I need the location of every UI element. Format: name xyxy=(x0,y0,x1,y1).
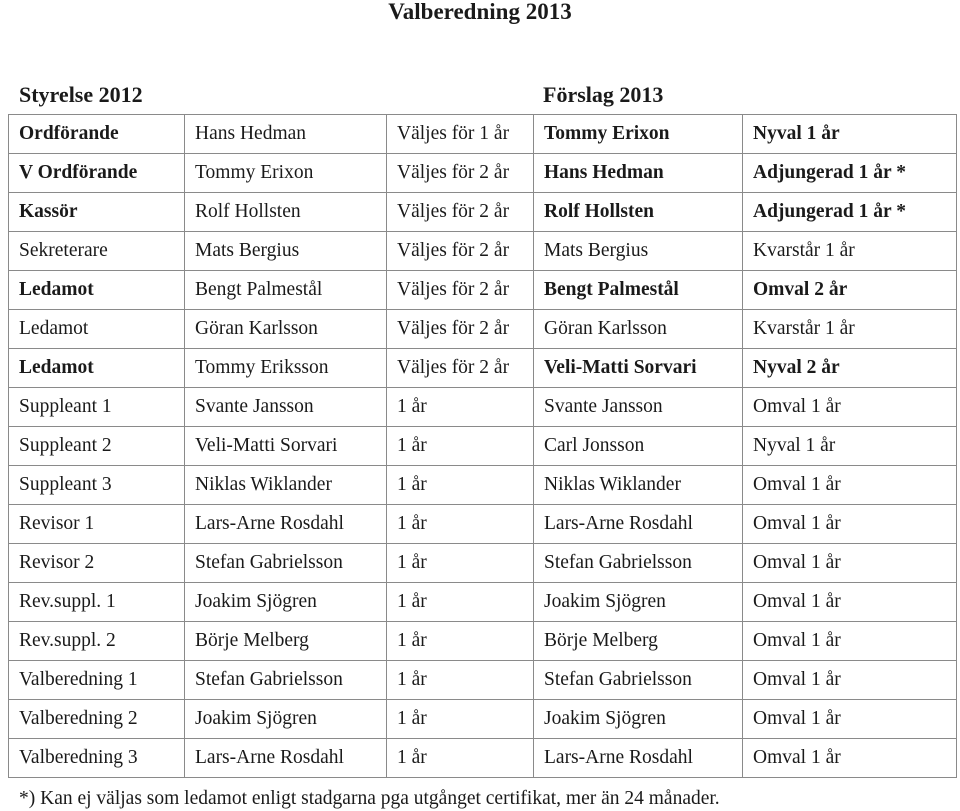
current-member-cell: Börje Melberg xyxy=(185,622,387,661)
role-cell: Ledamot xyxy=(9,349,185,388)
table-row xyxy=(9,193,957,232)
status-cell: Omval 1 år xyxy=(743,505,957,544)
proposed-member-cell: Mats Bergius xyxy=(534,232,743,271)
table-row xyxy=(9,154,957,193)
role-cell: Suppleant 3 xyxy=(9,466,185,505)
status-cell: Nyval 2 år xyxy=(743,349,957,388)
current-member-cell: Lars-Arne Rosdahl xyxy=(185,505,387,544)
current-member-cell: Joakim Sjögren xyxy=(185,700,387,739)
current-member-cell: Lars-Arne Rosdahl xyxy=(185,739,387,778)
term-cell: 1 år xyxy=(387,544,534,583)
term-cell: 1 år xyxy=(387,700,534,739)
role-cell: Ledamot xyxy=(9,271,185,310)
table-row xyxy=(9,427,957,466)
role-cell: Valberedning 3 xyxy=(9,739,185,778)
term-cell: Väljes för 2 år xyxy=(387,193,534,232)
proposed-member-cell: Carl Jonsson xyxy=(534,427,743,466)
role-cell: Valberedning 1 xyxy=(9,661,185,700)
term-cell: 1 år xyxy=(387,388,534,427)
status-cell: Nyval 1 år xyxy=(743,115,957,154)
table-row xyxy=(9,271,957,310)
term-cell: 1 år xyxy=(387,661,534,700)
board-2012-heading: Styrelse 2012 xyxy=(19,82,143,107)
roster-body xyxy=(9,115,957,778)
current-member-cell: Rolf Hollsten xyxy=(185,193,387,232)
table-row xyxy=(9,544,957,583)
proposed-member-cell: Rolf Hollsten xyxy=(534,193,743,232)
current-member-cell: Stefan Gabrielsson xyxy=(185,661,387,700)
table-row xyxy=(9,115,957,154)
role-cell: Rev.suppl. 1 xyxy=(9,583,185,622)
current-member-cell: Tommy Erixon xyxy=(185,154,387,193)
table-row xyxy=(9,232,957,271)
table-row xyxy=(9,388,957,427)
document-title: Valberedning 2013 xyxy=(388,0,572,24)
current-member-cell: Joakim Sjögren xyxy=(185,583,387,622)
status-cell: Omval 1 år xyxy=(743,700,957,739)
table-row xyxy=(9,310,957,349)
role-cell: Kassör xyxy=(9,193,185,232)
table-row xyxy=(9,349,957,388)
proposed-member-cell: Hans Hedman xyxy=(534,154,743,193)
proposed-member-cell: Niklas Wiklander xyxy=(534,466,743,505)
proposed-member-cell: Svante Jansson xyxy=(534,388,743,427)
table-row xyxy=(9,739,957,778)
proposed-member-cell: Göran Karlsson xyxy=(534,310,743,349)
proposed-member-cell: Börje Melberg xyxy=(534,622,743,661)
table-row xyxy=(9,505,957,544)
proposed-member-cell: Tommy Erixon xyxy=(534,115,743,154)
term-cell: 1 år xyxy=(387,739,534,778)
current-member-cell: Tommy Eriksson xyxy=(185,349,387,388)
term-cell: Väljes för 2 år xyxy=(387,271,534,310)
proposed-member-cell: Joakim Sjögren xyxy=(534,583,743,622)
current-member-cell: Veli-Matti Sorvari xyxy=(185,427,387,466)
table-row xyxy=(9,700,957,739)
status-cell: Omval 1 år xyxy=(743,388,957,427)
role-cell: Sekreterare xyxy=(9,232,185,271)
current-member-cell: Stefan Gabrielsson xyxy=(185,544,387,583)
table-row xyxy=(9,622,957,661)
role-cell: Revisor 1 xyxy=(9,505,185,544)
term-cell: 1 år xyxy=(387,583,534,622)
role-cell: Rev.suppl. 2 xyxy=(9,622,185,661)
current-member-cell: Göran Karlsson xyxy=(185,310,387,349)
board-roster-table xyxy=(8,114,957,778)
term-cell: 1 år xyxy=(387,505,534,544)
role-cell: Suppleant 1 xyxy=(9,388,185,427)
proposed-member-cell: Lars-Arne Rosdahl xyxy=(534,739,743,778)
term-cell: Väljes för 2 år xyxy=(387,154,534,193)
status-cell: Omval 1 år xyxy=(743,622,957,661)
proposed-member-cell: Veli-Matti Sorvari xyxy=(534,349,743,388)
status-cell: Kvarstår 1 år xyxy=(743,310,957,349)
status-cell: Omval 1 år xyxy=(743,661,957,700)
status-cell: Adjungerad 1 år * xyxy=(743,193,957,232)
term-cell: Väljes för 2 år xyxy=(387,310,534,349)
proposal-2013-heading: Förslag 2013 xyxy=(543,82,664,107)
current-member-cell: Mats Bergius xyxy=(185,232,387,271)
footnote: *) Kan ej väljas som ledamot enligt stadgarna pga utgånget certifikat, mer än 24 månader. xyxy=(19,788,720,809)
current-member-cell: Svante Jansson xyxy=(185,388,387,427)
role-cell: Revisor 2 xyxy=(9,544,185,583)
current-member-cell: Bengt Palmestål xyxy=(185,271,387,310)
current-member-cell: Hans Hedman xyxy=(185,115,387,154)
proposed-member-cell: Joakim Sjögren xyxy=(534,700,743,739)
table-row xyxy=(9,466,957,505)
term-cell: 1 år xyxy=(387,427,534,466)
term-cell: Väljes för 2 år xyxy=(387,349,534,388)
role-cell: V Ordförande xyxy=(9,154,185,193)
term-cell: Väljes för 2 år xyxy=(387,232,534,271)
status-cell: Nyval 1 år xyxy=(743,427,957,466)
current-member-cell: Niklas Wiklander xyxy=(185,466,387,505)
role-cell: Suppleant 2 xyxy=(9,427,185,466)
table-row xyxy=(9,661,957,700)
table-row xyxy=(9,583,957,622)
role-cell: Ordförande xyxy=(9,115,185,154)
role-cell: Ledamot xyxy=(9,310,185,349)
status-cell: Omval 1 år xyxy=(743,466,957,505)
status-cell: Omval 1 år xyxy=(743,544,957,583)
proposed-member-cell: Stefan Gabrielsson xyxy=(534,544,743,583)
status-cell: Omval 1 år xyxy=(743,583,957,622)
status-cell: Kvarstår 1 år xyxy=(743,232,957,271)
term-cell: 1 år xyxy=(387,622,534,661)
status-cell: Adjungerad 1 år * xyxy=(743,154,957,193)
status-cell: Omval 1 år xyxy=(743,739,957,778)
term-cell: Väljes för 1 år xyxy=(387,115,534,154)
proposed-member-cell: Bengt Palmestål xyxy=(534,271,743,310)
status-cell: Omval 2 år xyxy=(743,271,957,310)
proposed-member-cell: Stefan Gabrielsson xyxy=(534,661,743,700)
term-cell: 1 år xyxy=(387,466,534,505)
proposed-member-cell: Lars-Arne Rosdahl xyxy=(534,505,743,544)
role-cell: Valberedning 2 xyxy=(9,700,185,739)
